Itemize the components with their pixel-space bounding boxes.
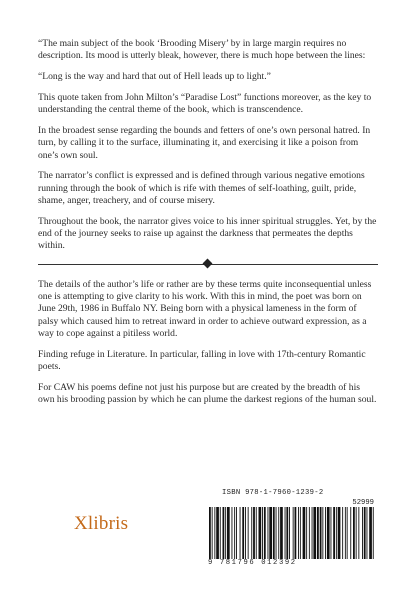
price-code: 52999 <box>352 499 374 507</box>
paragraph-caw: For CAW his poems define not just his purpose but are created by the breadth of his own his brooding passion by which he can plume the darkest regions of the human soul. <box>38 381 377 406</box>
blurb <box>38 38 378 415</box>
paragraph-hatred: In the broadest sense regarding the bounds and fetters of one’s own personal hatred. In turn, by calling it to the surface, illuminating it, and exercising it like a poison from one’s own soul. <box>38 124 371 161</box>
paragraph-journey: Throughout the book, the narrator gives voice to his inner spiritual struggles. Yet, by the end of the journey seeks to raise up against the darkness that permeates the depths within. <box>38 215 377 252</box>
paragraph-author-life: The details of the author’s life or rather are by these terms quite inconsequential unless one is attempting to give clarity to his work. With this in mind, the poet was born on June 29th, 1986 in Buffalo NY. Being born with a physical lameness in the form of palsy which caused him to retreat inward in order to achieve outward expression, as a way to cope against a pitiless world. <box>38 278 372 339</box>
barcode-block <box>208 489 376 571</box>
paragraph-conflict: The narrator’s conflict is expressed and is defined through various negative emotions running through the book of which is rife with themes of self-loathing, guilt, pride, shame, anger, treachery, and of course misery. <box>38 170 365 206</box>
isbn-label: ISBN 978-1-7960-1239-2 <box>222 489 324 497</box>
paragraph-refuge: Finding refuge in Literature. In particular, falling in love with 17th-century Romantic poets. <box>38 348 366 372</box>
barcode-icon <box>208 507 376 559</box>
paragraph-quote: “Long is the way and hard that out of Hell leads up to light.” <box>38 71 271 83</box>
diamond-icon <box>203 258 213 268</box>
paragraph-intro: “The main subject of the book ‘Brooding Misery’ by in large margin requires no description. Its mood is utterly bleak, however, there is much hope between the lines: <box>38 38 366 62</box>
paragraph-milton: This quote taken from John Milton’s “Paradise Lost” functions moreover, as the key to understanding the central theme of the book, which is transcendence. <box>38 91 372 116</box>
isbn-digits: 9 781796 012392 <box>208 559 297 567</box>
ornamental-divider <box>38 259 378 269</box>
publisher-logo: Xlibris <box>74 513 129 534</box>
